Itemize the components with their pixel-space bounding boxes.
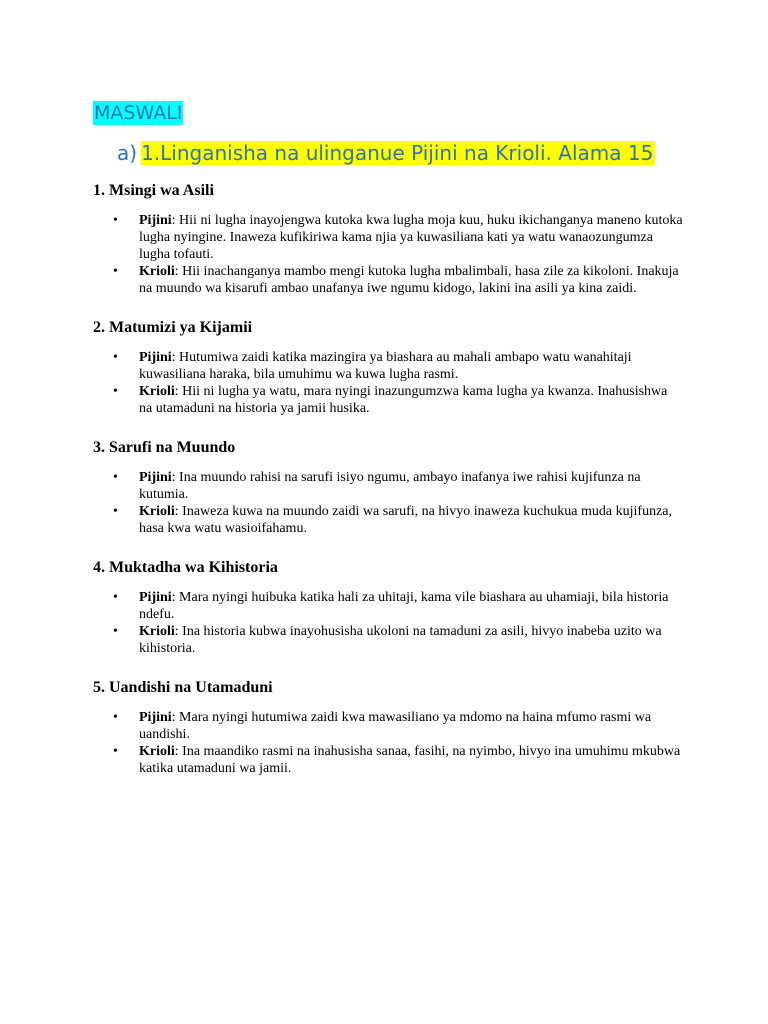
section-heading: 1. Msingi wa Asili (93, 182, 214, 199)
list-item (93, 212, 683, 263)
bullet-icon: • (113, 470, 118, 485)
term-pijini: Pijini (139, 590, 172, 605)
bullet-icon: • (113, 264, 118, 279)
term-krioli: Krioli (139, 624, 175, 639)
section-msingi-wa-asili (93, 180, 683, 297)
section-sarufi-na-muundo (93, 437, 683, 537)
term-krioli: Krioli (139, 504, 175, 519)
section-matumizi-ya-kijamii (93, 317, 683, 417)
item-text: : Hutumiwa zaidi katika mazingira ya biashara au mahali ambapo watu wanahitaji kuwasiliana haraka, bila umuhimu wa kuwa lugha rasmi. (139, 350, 632, 382)
section-heading: 2. Matumizi ya Kijamii (93, 319, 253, 336)
item-text: : Hii ni lugha ya watu, mara nyingi inazungumzwa kama lugha ya kwanza. Inahusishwa na utamaduni na historia ya jamii husika. (139, 384, 668, 416)
bullet-icon: • (113, 710, 118, 725)
item-text: : Mara nyingi huibuka katika hali za uhitaji, kama vile biashara au uhamiaji, bila historia ndefu. (139, 590, 669, 622)
bullet-list (93, 212, 683, 297)
term-pijini: Pijini (139, 350, 172, 365)
term-krioli: Krioli (139, 744, 175, 759)
bullet-icon: • (113, 744, 118, 759)
item-text: : Ina historia kubwa inayohusisha ukoloni na tamaduni za asili, hivyo inabeba uzito wa kihistoria. (139, 624, 662, 656)
list-item (93, 743, 683, 777)
bullet-list (93, 349, 683, 417)
bullet-icon: • (113, 350, 118, 365)
term-pijini: Pijini (139, 710, 172, 725)
section-muktadha-wa-kihistoria (93, 557, 683, 657)
item-text: : Inaweza kuwa na muundo zaidi wa sarufi, na hivyo inaweza kuchukua muda kujifunza, hasa kwa watu wasioifahamu. (139, 504, 672, 536)
item-text: : Hii inachanganya mambo mengi kutoka lugha mbalimbali, hasa zile za kikoloni. Inakuja na muundo wa kisarufi ambao unafanya iwe ngumu kidogo, lakini ina asili ya kina zaidi. (139, 264, 679, 296)
section-heading: 3. Sarufi na Muundo (93, 439, 236, 456)
term-krioli: Krioli (139, 384, 175, 399)
bullet-icon: • (113, 504, 118, 519)
section-heading: 5. Uandishi na Utamaduni (93, 679, 273, 696)
question-text: 1.Linganisha na ulinganue Pijini na Krioli. Alama 15 (141, 141, 654, 165)
item-text: : Hii ni lugha inayojengwa kutoka kwa lugha moja kuu, huku ikichanganya maneno kutoka lugha nyingine. Inaweza kufikiriwa kama njia ya kuwasiliana kati ya watu wanaozungumza lugha tofauti. (139, 213, 683, 262)
list-item (93, 469, 683, 503)
list-item (93, 503, 683, 537)
term-krioli: Krioli (139, 264, 175, 279)
bullet-list (93, 589, 683, 657)
question-letter: a) (117, 141, 138, 165)
bullet-icon: • (113, 384, 118, 399)
list-item (93, 589, 683, 623)
term-pijini: Pijini (139, 213, 172, 228)
bullet-icon: • (113, 624, 118, 639)
list-item (93, 709, 683, 743)
item-text: : Mara nyingi hutumiwa zaidi kwa mawasiliano ya mdomo na haina mfumo rasmi wa uandishi. (139, 710, 652, 742)
list-item (93, 263, 683, 297)
bullet-icon: • (113, 213, 118, 228)
comparison-sections (93, 180, 683, 797)
bullet-icon: • (113, 590, 118, 605)
question-line (117, 140, 655, 166)
bullet-list (93, 469, 683, 537)
list-item (93, 623, 683, 657)
item-text: : Ina maandiko rasmi na inahusisha sanaa, fasihi, na nyimbo, hivyo ina umuhimu mkubwa katika utamaduni wa jamii. (139, 744, 681, 776)
maswali-heading: MASWALI (94, 102, 183, 124)
section-heading: 4. Muktadha wa Kihistoria (93, 559, 278, 576)
section-uandishi-na-utamaduni (93, 677, 683, 777)
bullet-list (93, 709, 683, 777)
list-item (93, 383, 683, 417)
list-item (93, 349, 683, 383)
item-text: : Ina muundo rahisi na sarufi isiyo ngumu, ambayo inafanya iwe rahisi kujifunza na kutumia. (139, 470, 641, 502)
term-pijini: Pijini (139, 470, 172, 485)
